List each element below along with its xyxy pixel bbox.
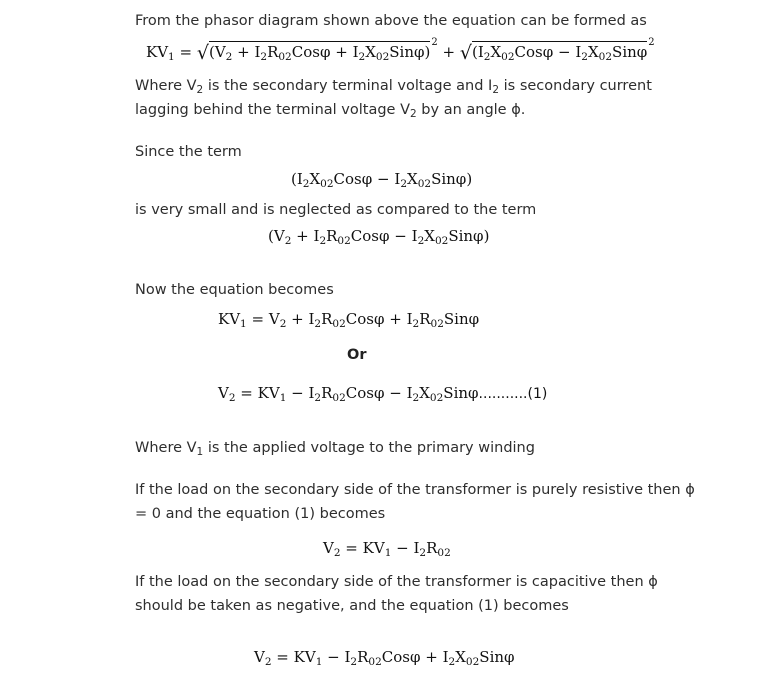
- capacitive-line-1: If the load on the secondary side of the transformer is capacitive then ϕ: [135, 574, 658, 590]
- small-paragraph: is very small and is neglected as compared to the term: [135, 202, 537, 218]
- since-paragraph: Since the term: [135, 144, 242, 160]
- equation-small-term: $(I_2X_{02}Cos\varphi - I_2X_{02}Sin\varphi)$: [291, 170, 473, 190]
- resistive-line-1: If the load on the secondary side of the transformer is purely resistive then ϕ: [135, 482, 695, 498]
- sqrt-term-1: $√(V_2 + I_2R_{02}Cos\varphi + I_2X_{02}Sin\varphi)$: [196, 42, 431, 64]
- capacitive-line-2: should be taken as negative, and the equation (1) becomes: [135, 598, 569, 614]
- or-label: Or: [347, 347, 367, 363]
- equation-main: $KV_1 = √(V_2 + I_2R_{02}Cos\varphi + I_2X_{02}Sin\varphi)^2 + √(I_2X_{02}Cos\varphi - I_2X_{02}Sin\varphi^2$: [146, 37, 655, 64]
- where-v2-line: Where $V_2$ is the secondary terminal voltage and $I_2$ is secondary current: [135, 78, 652, 96]
- resistive-line-2: = 0 and the equation (1) becomes: [135, 506, 386, 522]
- now-paragraph: Now the equation becomes: [135, 282, 334, 298]
- equation-large-term: $(V_2 + I_2R_{02}Cos\varphi - I_2X_{02}Sin\varphi)$: [268, 227, 490, 247]
- intro-paragraph: From the phasor diagram shown above the equation can be formed as: [135, 13, 647, 29]
- lagging-line: lagging behind the terminal voltage $V_2$ by an angle ϕ.: [135, 102, 526, 120]
- equation-1: $V_2 = KV_1 - I_2R_{02}Cos\varphi - I_2X_{02}Sin\varphi...........(1)$: [218, 384, 548, 404]
- equation-capacitive: $V_2 = KV_1 - I_2R_{02}Cos\varphi + I_2X_{02}Sin\varphi$: [254, 648, 515, 668]
- equation-approx: $KV_1 = V_2 + I_2R_{02}Cos\varphi + I_2R_{02}Sin\varphi$: [218, 310, 480, 330]
- sqrt-term-2: $√(I_2X_{02}Cos\varphi - I_2X_{02}Sin\varphi$: [459, 42, 648, 64]
- equation-resistive: $V_2 = KV_1 - I_2R_{02}$: [323, 539, 451, 559]
- where-v1-line: Where $V_1$ is the applied voltage to the primary winding: [135, 440, 535, 458]
